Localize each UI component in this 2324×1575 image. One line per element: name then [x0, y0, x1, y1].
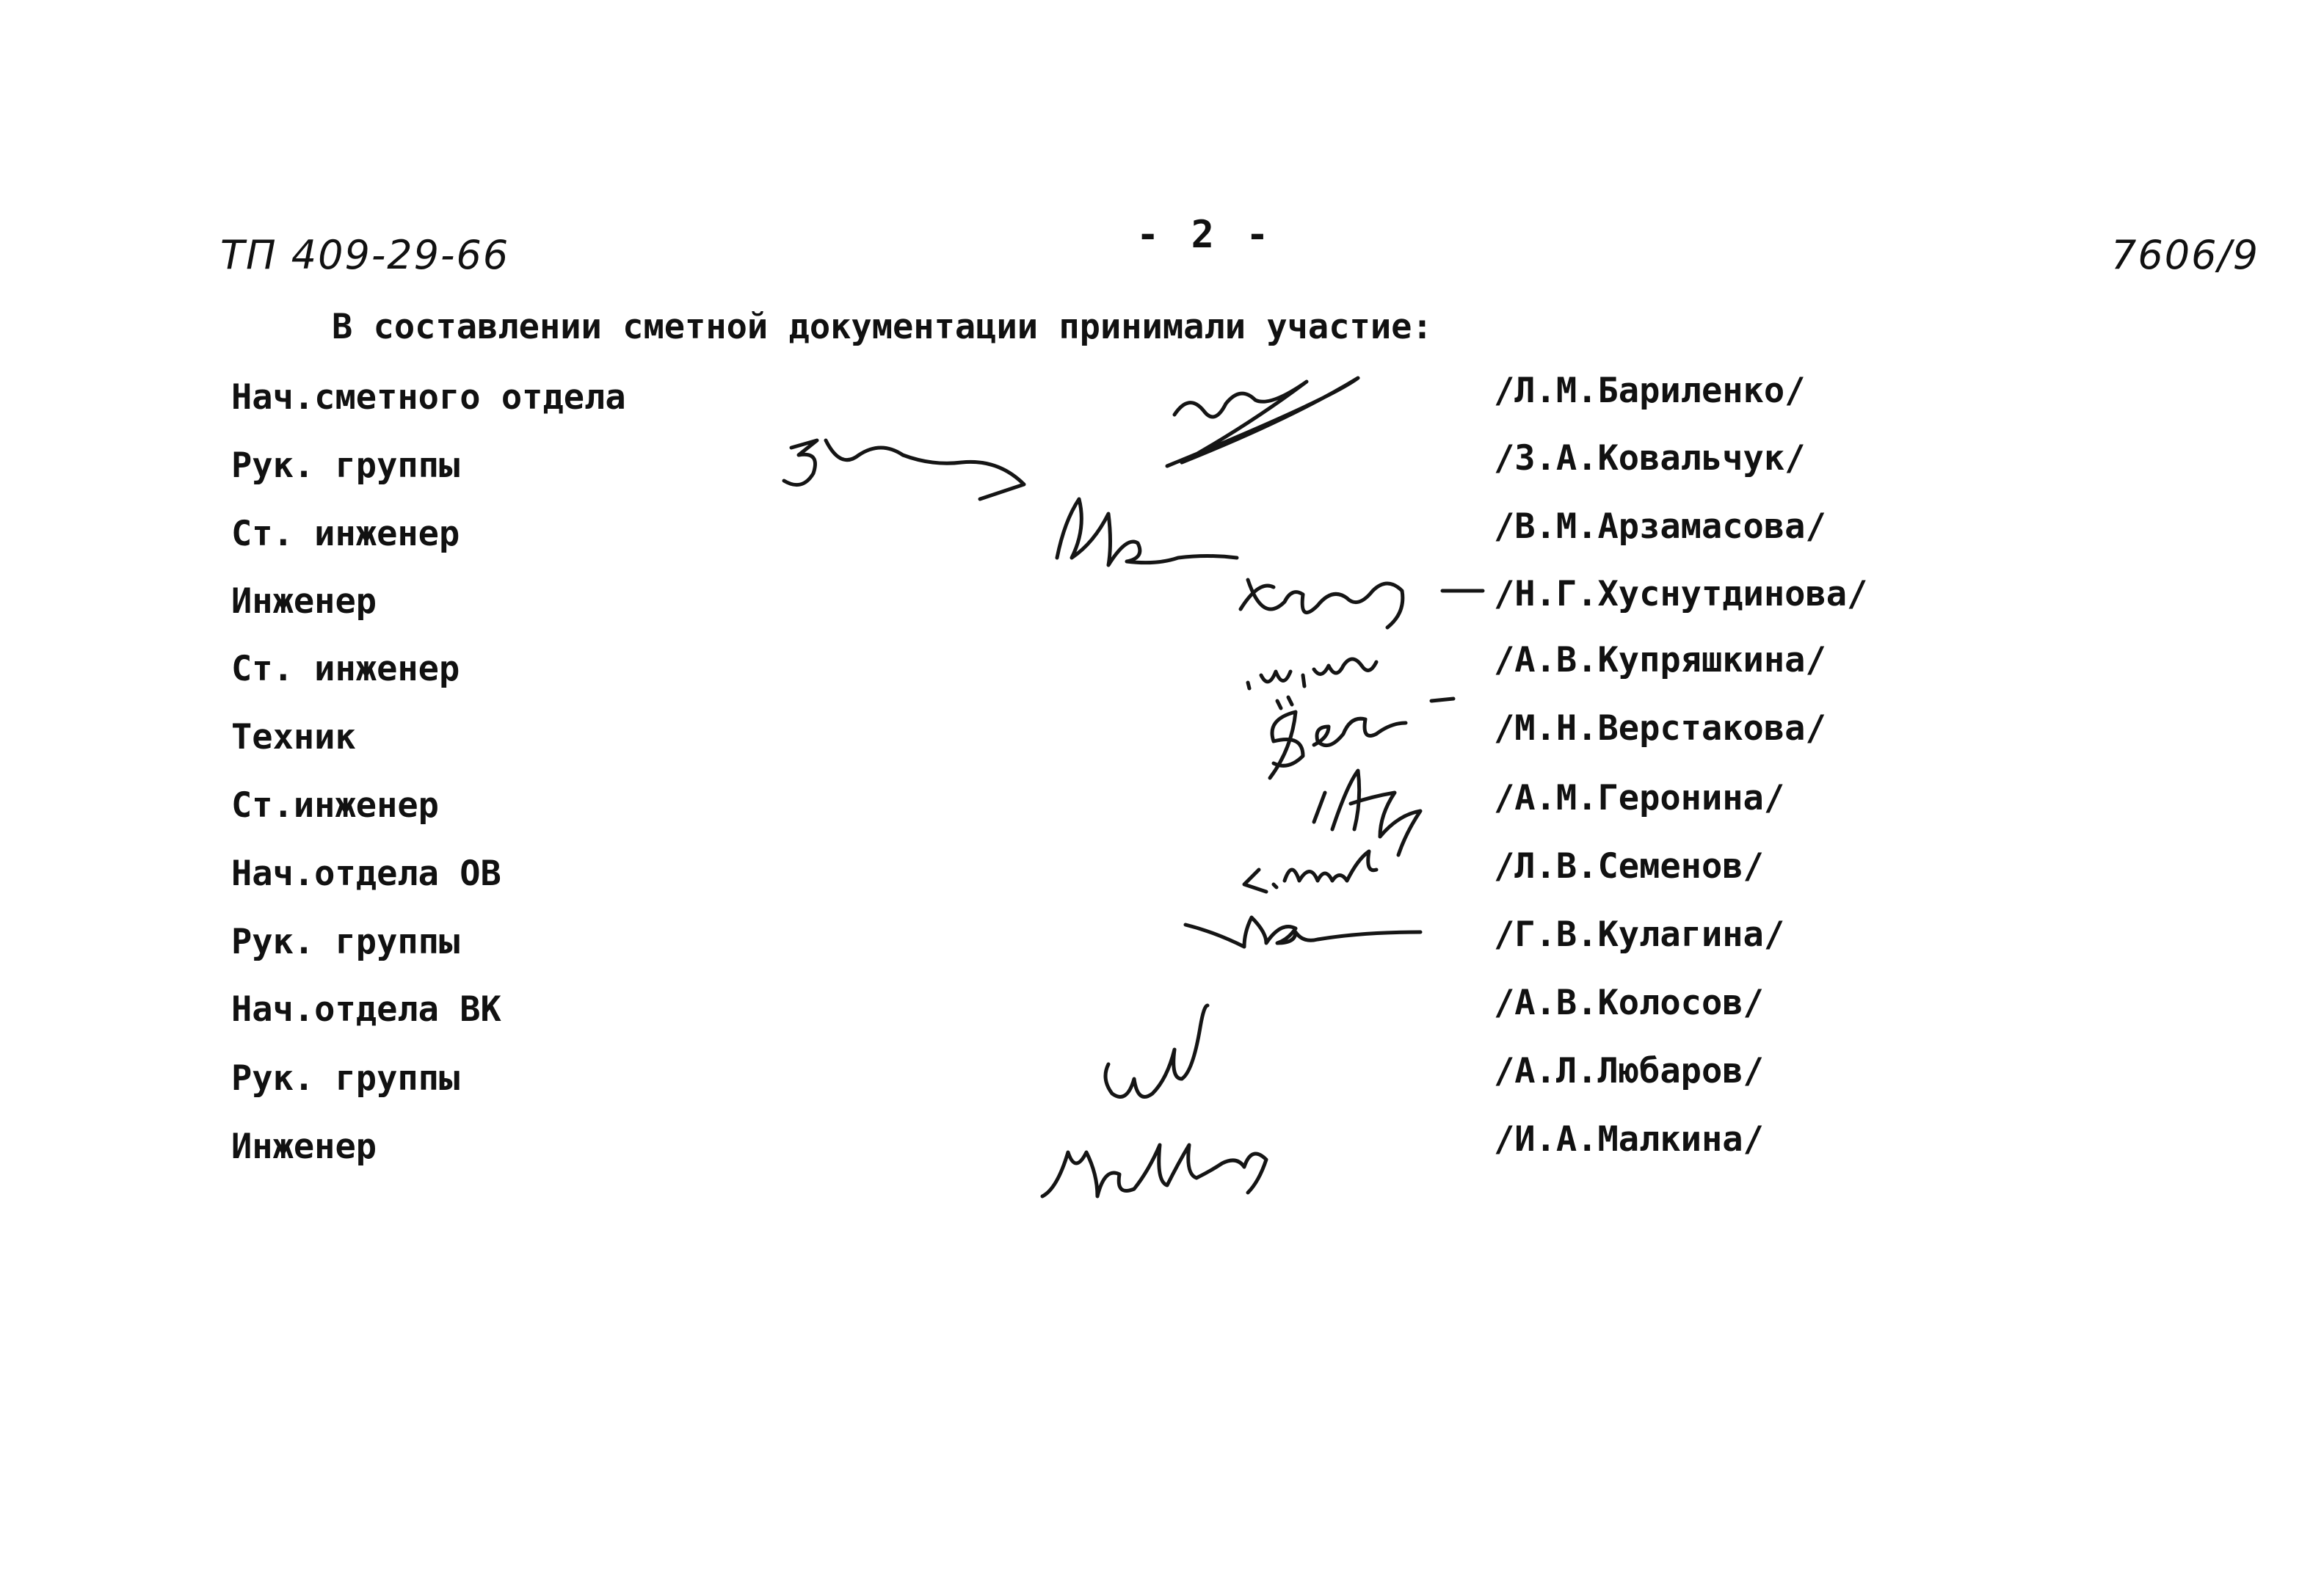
participant-role: Рук. группы	[231, 445, 460, 486]
handwritten-signature	[1185, 917, 1420, 947]
participant-role: Нач.отдела ВК	[231, 989, 501, 1030]
participant-name: /Н.Г.Хуснутдинова/	[1494, 574, 1868, 614]
participant-name: /Л.М.Бариленко/	[1494, 371, 1806, 411]
handwritten-signature	[784, 440, 1024, 499]
participant-role: Техник	[231, 717, 356, 757]
handwritten-signature	[1042, 1145, 1266, 1196]
participant-role: Ст.инженер	[231, 785, 439, 826]
handwritten-signature	[1057, 499, 1237, 565]
participant-name: /А.М.Геронина/	[1494, 778, 1785, 818]
document-code: ТП 409-29-66	[220, 232, 510, 278]
participant-role: Ст. инженер	[231, 514, 460, 554]
participant-role: Ст. инженер	[231, 649, 460, 689]
participant-name: /Л.В.Семенов/	[1494, 846, 1764, 887]
participant-name: /З.А.Ковальчук/	[1494, 438, 1806, 479]
sheet-number: 7606/9	[2111, 232, 2259, 278]
participant-name: /М.Н.Верстакова/	[1494, 708, 1826, 749]
participant-role: Инженер	[231, 581, 377, 622]
handwritten-signature	[1244, 851, 1376, 892]
participant-name: /А.Л.Любаров/	[1494, 1051, 1764, 1091]
intro-text: В составлении сметной документации принимали участие:	[332, 307, 1433, 347]
participant-role: Нач.отдела ОВ	[231, 854, 501, 894]
handwritten-signature	[1314, 771, 1420, 855]
participant-name: /А.В.Колосов/	[1494, 983, 1764, 1023]
handwritten-signature	[1167, 378, 1358, 466]
page-number: - 2 -	[1136, 213, 1274, 257]
participant-name: /В.М.Арзамасова/	[1494, 506, 1826, 547]
participant-name: /А.В.Купряшкина/	[1494, 640, 1826, 680]
participant-name: /Г.В.Кулагина/	[1494, 914, 1785, 955]
participant-role: Рук. группы	[231, 1058, 460, 1099]
participant-role: Инженер	[231, 1127, 377, 1167]
participant-role: Рук. группы	[231, 922, 460, 962]
participant-name: /И.А.Малкина/	[1494, 1119, 1764, 1160]
participant-role: Нач.сметного отдела	[231, 377, 626, 418]
handwritten-signature	[1270, 697, 1453, 778]
handwritten-signature	[1105, 1005, 1208, 1097]
handwritten-signature	[1241, 580, 1483, 628]
handwritten-signature	[1248, 659, 1376, 688]
